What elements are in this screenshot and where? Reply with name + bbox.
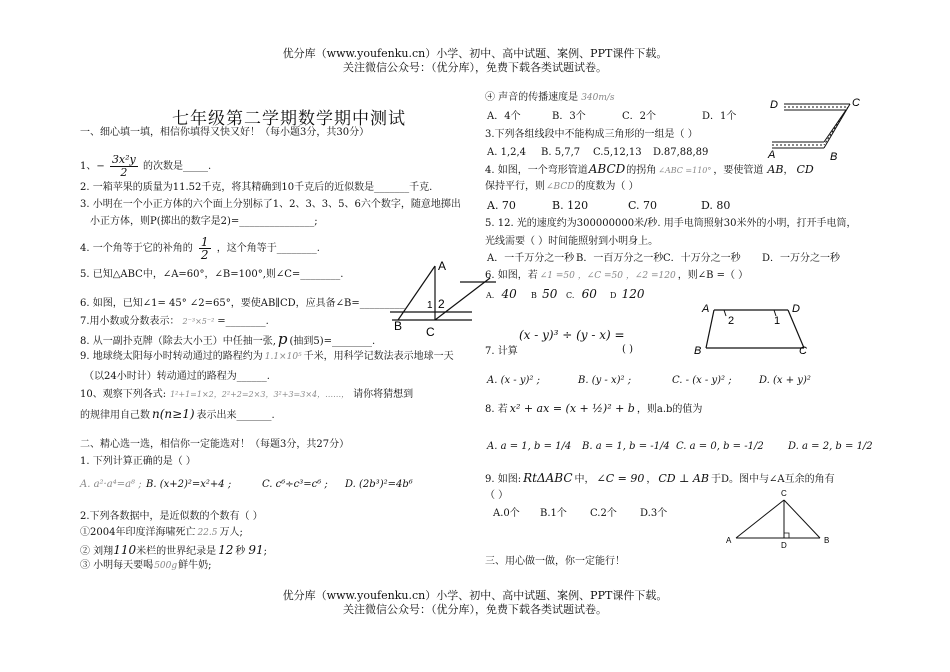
fig16-label-b: B — [694, 345, 702, 357]
q11-option-b: B. (x+2)²=x²+4 ; — [146, 479, 232, 490]
q18-option-c: C. a = 0, b = -1/2 — [676, 441, 764, 452]
q12: 2.下列各数据中，是近似数的个数有（ ） — [80, 511, 263, 522]
q19-triangle-figure — [722, 488, 837, 550]
fig6-label-b: B — [394, 319, 403, 333]
q12-item-3: ③ 小明每天要喝500g鲜牛奶; — [80, 560, 212, 571]
q14-option-d: D. 80 — [701, 199, 731, 212]
q6: 6. 如图，已知∠1= 45° ∠2=65°，要使AB∥CD，应具备∠B=_________ — [80, 298, 405, 309]
q13-option-d: D.87,88,89 — [653, 147, 709, 158]
q16-option-b: B 50 — [531, 287, 558, 301]
q19-line-1: 9. 如图: RtΔABC 中， ∠C = 90 ， CD ⊥ AB 于D。图中与∠A互余的角有 — [485, 471, 835, 485]
fig16-label-1: 1 — [774, 315, 781, 327]
q12-item-1: ①2004年印度洋海啸死亡 22.5 万人; — [80, 527, 243, 538]
fig16-label-a: A — [702, 303, 710, 315]
q10-line-2: 的规律用自己数 n(n≥1) 表示出来_______. — [80, 407, 275, 421]
q9-line-2: （以24小时计）转动通过的路程为______. — [84, 371, 270, 382]
q13-option-a: A. 1,2,4 — [487, 147, 527, 158]
q13-option-b: B. 5,7,7 — [541, 147, 581, 158]
fig16-label-2: 2 — [728, 315, 735, 327]
q5: 5. 已知△ABC中，∠A=60°，∠B=100°,则∠C=________. — [80, 269, 344, 280]
q17-option-b: B. (y - x)² ; — [578, 375, 632, 386]
section-3-heading: 三、用心做一做，你一定能行！ — [485, 556, 625, 567]
q19-option-d: D.3个 — [640, 508, 668, 519]
q17-expression: (x - y)³ ÷ (y - x) = — [519, 328, 625, 342]
fig6-label-a: A — [438, 259, 447, 273]
q13-option-c: C.5,12,13 — [593, 147, 642, 158]
q12-item-2: ② 刘翔110米栏的世界纪录是 12 秒 91; — [80, 543, 268, 557]
q16-option-d: D 120 — [610, 287, 645, 301]
q14-option-b: B. 120 — [552, 199, 589, 212]
q11-option-d: D. (2b³)²=4b⁶ — [345, 479, 413, 490]
fig19-label-d: D — [781, 541, 787, 550]
fig19-label-c: C — [781, 489, 787, 498]
q19-option-c: C.2个 — [590, 508, 617, 519]
section-1-heading: 一、细心填一填，相信你填得又快又好！（每小题3分，共30分） — [80, 127, 370, 138]
q17-answer-paren: ( ) — [622, 344, 633, 355]
fig6-label-1: 1 — [427, 300, 433, 311]
q19-option-b: B.1个 — [540, 508, 567, 519]
q12-option-d: D．1个 — [702, 111, 737, 122]
q17-option-c: C. - (x - y)² ; — [672, 375, 732, 386]
q15-option-d: D．一万分之一秒 — [762, 253, 841, 264]
q8: 8. 从一副扑克牌（除去大小王）中任抽一张, p (抽到5)=________. — [80, 330, 376, 348]
fig14-label-d: D — [770, 99, 778, 111]
q7: 7.用小数或分数表示： 2⁻³×5⁻² =________. — [80, 316, 269, 327]
q6-figure — [390, 258, 500, 338]
q14-option-c: C. 70 — [628, 199, 658, 212]
q16: 6. 如图，若 ∠1 =50 ，∠C =50 ，∠2 =120 ，则∠B =（ ） — [485, 270, 749, 281]
fig14-label-b: B — [830, 151, 838, 163]
q12-option-c: C．2个 — [622, 111, 657, 122]
fig6-label-2: 2 — [438, 297, 445, 311]
q14-pipe-figure — [768, 96, 863, 166]
q15-line-2: 光线需要（ ）时间能照射到小明身上。 — [485, 236, 659, 247]
q9-line-1: 9. 地球绕太阳每小时转动通过的路程约为 1.1×10⁵ 千米，用科学记数法表示地球一天 — [80, 351, 454, 362]
q14-option-a: A. 70 — [487, 199, 516, 212]
fig19-label-a: A — [726, 536, 732, 545]
fig6-label-c: C — [426, 325, 435, 339]
section-2-heading: 二、精心选一选，相信你一定能选对！（每题3分，共27分） — [80, 439, 350, 450]
q17-option-d: D. (x + y)² — [759, 375, 811, 386]
q10-line-1: 10、观察下列各式: 1²+1=1×2，2²+2=2×3，3²+3=3×4，……， 请你将猜想到 — [80, 389, 414, 400]
q18-option-d: D. a = 2, b = 1/2 — [788, 441, 873, 452]
q15-line-1: 5. 12. 光的速度约为300000000米/秒. 用手电筒照射30米外的小明，打开手电筒， — [485, 218, 857, 229]
q2: 2. 一箱苹果的质量为11.52千克，将其精确到10千克后的近似数是_______千克. — [80, 182, 433, 193]
q15-option-a: A．一千万分之一秒 — [487, 253, 575, 264]
fig16-label-c: C — [799, 345, 807, 357]
footer-line-2: 关注微信公众号：（优分库），免费下载各类试题试卷。 — [343, 603, 607, 616]
q15-option-c: C．十万分之一秒 — [663, 253, 741, 264]
q3-line-1: 3. 小明在一个小正方体的六个面上分别标了1、2、3、3、5、6六个数字，随意地掷出 — [80, 199, 461, 210]
footer-line-1: 优分库（www.youfenku.cn）小学、初中、高中试题、案例、PPT课件下载。 — [282, 589, 668, 602]
q12-item-4: ④ 声音的传播速度是 340m/s — [485, 92, 615, 103]
q14-line-2: 保持平行，则∠BCD的度数为（ ） — [485, 181, 639, 192]
fig16-label-d: D — [792, 303, 800, 315]
page-title: 七年级第二学期数学期中测试 — [172, 109, 406, 129]
q16-trapezoid-figure — [694, 298, 813, 358]
q18-option-a: A. a = 1, b = 1/4 — [487, 441, 572, 452]
q14-line-1: 4. 如图，一个弯形管道ABCD的拐角 ∠ABC =110° ，要使管道 AB， CD — [485, 162, 814, 176]
q19-option-a: A.0个 — [493, 508, 520, 519]
fig14-label-a: A — [768, 149, 776, 161]
q15-option-b: B．一百万分之一秒 — [576, 253, 664, 264]
q11-option-c: C. c⁶÷c³=c⁶ ; — [262, 479, 328, 490]
fig19-label-b: B — [824, 536, 830, 545]
q12-option-a: A．4个 — [487, 111, 521, 122]
q16-option-c: C. 60 — [566, 287, 597, 301]
q17-option-a: A. (x - y)² ; — [487, 375, 540, 386]
q12-option-b: B．3个 — [552, 111, 586, 122]
q11-option-a: A. a²·a⁴=a⁸ ; — [80, 479, 142, 490]
q4: 4. 一个角等于它的补角的 $\frac{1}{2}$ ，这个角等于________. — [80, 235, 320, 262]
q19-answer-paren: （ ） — [485, 490, 509, 501]
q16-option-a: A. 40 — [486, 287, 517, 301]
q13: 3.下列各组线段中不能构成三角形的一组是（ ） — [485, 129, 698, 140]
fig14-label-c: C — [852, 97, 860, 109]
q18: 8. 若 x² + ax = (x + ½)² + b ，则a.b的值为 — [485, 402, 703, 415]
q3-line-2: 小正方体，则P(掷出的数字是2)=_______________; — [90, 216, 318, 227]
q11: 1. 下列计算正确的是（ ） — [80, 456, 196, 467]
q18-option-b: B. a = 1, b = -1/4 — [582, 441, 670, 452]
q17-label: 7. 计算 — [485, 346, 518, 357]
q1: 1、− $\frac{\text{3x²y}}{2}$ 的次数是_____. — [80, 153, 212, 179]
header-line-2: 关注微信公众号：（优分库），免费下载各类试题试卷。 — [343, 61, 607, 74]
header-line-1: 优分库（www.youfenku.cn）小学、初中、高中试题、案例、PPT课件下载。 — [282, 47, 668, 60]
